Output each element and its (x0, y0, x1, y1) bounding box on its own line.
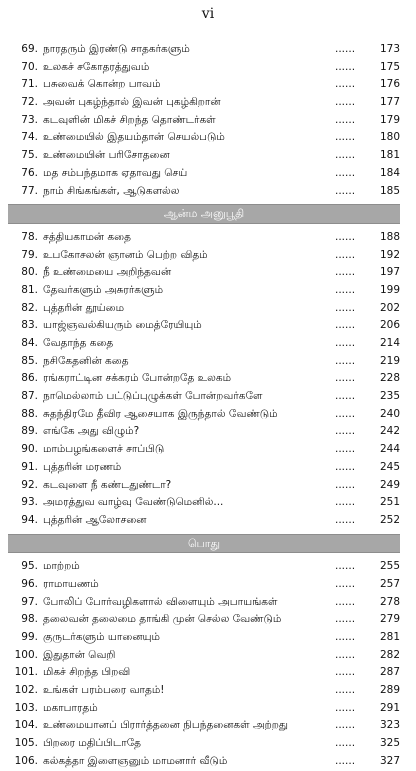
entry-leader-dots: ...... (335, 230, 356, 243)
entry-page-number: 192 (379, 248, 400, 261)
entry-leader-dots: ...... (335, 372, 356, 385)
toc-entry (8, 41, 400, 59)
entry-title: கல்கத்தா இளைஞனும் மாமனார் வீடும் (43, 754, 228, 767)
entry-number: 98. (21, 613, 38, 626)
entry-title: சத்தியகாமன் கதை (43, 230, 131, 243)
entry-title: மாம்பழங்களைச் சாப்பிடு (43, 443, 165, 456)
toc-entry (8, 717, 400, 735)
entry-leader-dots: ...... (335, 283, 356, 296)
entry-page-number: 184 (379, 166, 400, 179)
entry-leader-dots: ...... (335, 560, 356, 573)
section-header-atma-anubhuti: ஆன்ம அனுபூதி (8, 204, 400, 224)
entry-leader-dots: ...... (335, 354, 356, 367)
toc-entry (8, 512, 400, 530)
entry-page-number: 242 (379, 425, 400, 438)
entry-page-number: 291 (379, 701, 400, 714)
toc-entry (8, 247, 400, 265)
entry-number: 71. (21, 78, 38, 91)
entry-leader-dots: ...... (335, 149, 356, 162)
entry-page-number: 214 (379, 337, 400, 349)
entry-title: தலைவன் தலைமை தாங்கி முன் செல்ல வேண்டும் (43, 613, 282, 626)
entry-number: 94. (21, 513, 38, 526)
entry-page-number: 325 (379, 737, 400, 750)
entry-title: பிறரை மதிப்பிடாதே (43, 737, 142, 750)
toc-entry (8, 264, 400, 282)
entry-leader-dots: ...... (335, 513, 356, 526)
entry-leader-dots: ...... (335, 166, 356, 179)
entry-page-number: 235 (379, 390, 400, 403)
entry-number: 70. (21, 60, 38, 73)
entry-number: 105. (14, 737, 38, 750)
toc-entry (8, 753, 400, 771)
toc-entry (8, 594, 400, 612)
entry-page-number: 185 (379, 184, 400, 197)
entry-leader-dots: ...... (335, 496, 356, 509)
entry-title: நசிகேதனின் கதை (43, 354, 129, 367)
entry-leader-dots: ...... (335, 248, 356, 261)
toc-entry (8, 94, 400, 112)
entry-title: யாஜ்ஞவல்கியரும் மைத்ரேயியும் (43, 319, 202, 332)
entry-number: 78. (21, 230, 38, 243)
toc-entry (8, 682, 400, 700)
entry-title: நாமெல்லாம் பட்டுப்புழுக்கள் போன்றவர்களே (43, 390, 263, 403)
entry-number: 96. (21, 577, 38, 590)
entry-leader-dots: ...... (335, 113, 356, 126)
entry-page-number: 180 (379, 131, 400, 144)
entry-page-number: 175 (379, 60, 400, 73)
toc-entry (8, 129, 400, 147)
toc-entry (8, 576, 400, 594)
entry-title: குருடர்களும் யானையும் (43, 631, 160, 643)
entry-page-number: 219 (379, 354, 400, 367)
entry-leader-dots: ...... (335, 319, 356, 332)
entry-number: 86. (21, 372, 38, 385)
entry-leader-dots: ...... (335, 184, 356, 197)
entry-title: உண்மையானப் பிரார்த்தனை நிபந்தனைகள் அற்றது (43, 719, 289, 732)
entry-leader-dots: ...... (335, 478, 356, 491)
entry-number: 75. (21, 149, 38, 162)
entry-leader-dots: ...... (335, 43, 356, 55)
toc-entry (8, 735, 400, 753)
entry-leader-dots: ...... (335, 131, 356, 144)
entry-leader-dots: ...... (335, 684, 356, 697)
toc-entry (8, 477, 400, 495)
entry-number: 85. (21, 354, 38, 367)
entry-number: 99. (21, 631, 38, 643)
entry-number: 91. (21, 460, 38, 473)
toc-entry (8, 459, 400, 477)
toc-entry (8, 76, 400, 94)
toc-entry (8, 229, 400, 247)
toc-group-1 (8, 41, 400, 200)
entry-number: 88. (21, 407, 38, 420)
toc-entry (8, 700, 400, 718)
toc-entry (8, 423, 400, 441)
entry-title: உண்மையின் பரிசோதனை (43, 149, 170, 162)
entry-number: 90. (21, 443, 38, 456)
entry-leader-dots: ...... (335, 577, 356, 590)
entry-leader-dots: ...... (335, 754, 356, 767)
toc-group-3 (8, 558, 400, 770)
entry-number: 77. (21, 184, 38, 197)
toc-list (8, 41, 400, 771)
entry-page-number: 278 (379, 595, 400, 608)
entry-page-number: 244 (379, 443, 400, 456)
entry-title: மிகச் சிறந்த பிறவி (43, 666, 131, 679)
entry-title: புத்தரின் மரணம் (43, 460, 122, 473)
toc-entry (8, 370, 400, 388)
entry-title: போலிப் போர்வழிகளால் விளையும் அபாயங்கள் (43, 595, 278, 608)
entry-title: உங்கள் பரம்பரை வாதம்! (43, 684, 165, 697)
entry-title: புத்தரின் ஆலோசனை (43, 513, 147, 526)
toc-entry (8, 406, 400, 424)
entry-page-number: 255 (379, 560, 400, 573)
entry-title: மகாபாரதம் (43, 701, 98, 714)
entry-leader-dots: ...... (335, 266, 356, 279)
entry-leader-dots: ...... (335, 425, 356, 438)
entry-leader-dots: ...... (335, 631, 356, 643)
entry-page-number: 173 (379, 43, 400, 55)
entry-page-number: 181 (379, 149, 400, 162)
entry-leader-dots: ...... (335, 460, 356, 473)
entry-title: ரங்கராட்டின சக்கரம் போன்றதே உலகம் (43, 372, 232, 385)
entry-leader-dots: ...... (335, 407, 356, 420)
entry-leader-dots: ...... (335, 595, 356, 608)
entry-title: மத சம்பந்தமாக ஏதாவது செய் (43, 166, 188, 179)
entry-page-number: 206 (379, 319, 400, 332)
entry-leader-dots: ...... (335, 666, 356, 679)
toc-entry (8, 300, 400, 318)
entry-number: 103. (14, 701, 38, 714)
entry-title: தேவர்களும் அசுரர்களும் (43, 283, 164, 296)
entry-number: 89. (21, 425, 38, 438)
entry-number: 92. (21, 478, 38, 491)
entry-page-number: 281 (379, 631, 400, 643)
toc-entry (8, 165, 400, 183)
entry-number: 87. (21, 390, 38, 403)
entry-leader-dots: ...... (335, 443, 356, 456)
section-header-pothu: பொது (8, 534, 400, 554)
entry-number: 83. (21, 319, 38, 332)
entry-title: அமரத்துவ வாழ்வு வேண்டுமெனில்... (43, 496, 224, 509)
entry-page-number: 202 (379, 301, 400, 314)
toc-entry (8, 611, 400, 629)
entry-number: 93. (21, 496, 38, 509)
entry-title: நாம் சிங்கங்கள், ஆடுகளல்ல (43, 184, 180, 197)
entry-leader-dots: ...... (335, 60, 356, 73)
entry-page-number: 199 (379, 283, 400, 296)
entry-title: வேதாந்த கதை (43, 337, 114, 349)
entry-leader-dots: ...... (335, 337, 356, 349)
toc-entry (8, 317, 400, 335)
entry-page-number: 249 (379, 478, 400, 491)
toc-entry (8, 335, 400, 353)
entry-title: இதுதான் வெறி (43, 648, 116, 661)
entry-number: 102. (14, 684, 38, 697)
entry-number: 72. (21, 96, 38, 109)
entry-number: 76. (21, 166, 38, 179)
entry-title: நீ உண்மையை அறிந்தவன் (43, 266, 172, 279)
toc-entry (8, 558, 400, 576)
entry-leader-dots: ...... (335, 737, 356, 750)
entry-number: 84. (21, 337, 38, 349)
entry-page-number: 240 (379, 407, 400, 420)
toc-entry (8, 147, 400, 165)
entry-title: உபகோசலன் ஞானம் பெற்ற விதம் (43, 248, 208, 261)
entry-number: 80. (21, 266, 38, 279)
entry-number: 100. (14, 648, 38, 661)
entry-number: 97. (21, 595, 38, 608)
entry-page-number: 179 (379, 113, 400, 126)
entry-page-number: 323 (379, 719, 400, 732)
entry-page-number: 252 (379, 513, 400, 526)
entry-page-number: 279 (379, 613, 400, 626)
entry-page-number: 257 (379, 577, 400, 590)
entry-number: 104. (14, 719, 38, 732)
entry-number: 73. (21, 113, 38, 126)
entry-page-number: 177 (379, 96, 400, 109)
entry-number: 81. (21, 283, 38, 296)
entry-number: 79. (21, 248, 38, 261)
entry-leader-dots: ...... (335, 78, 356, 91)
toc-entry (8, 664, 400, 682)
entry-title: அவன் புகழ்ந்தால் இவன் புகழ்கிறான் (43, 96, 221, 109)
entry-number: 106. (14, 754, 38, 767)
entry-page-number: 289 (379, 684, 400, 697)
entry-leader-dots: ...... (335, 301, 356, 314)
toc-group-2 (8, 229, 400, 530)
toc-entry (8, 647, 400, 665)
entry-number: 101. (14, 666, 38, 679)
entry-title: மாற்றம் (43, 560, 80, 573)
entry-number: 74. (21, 131, 38, 144)
entry-page-number: 282 (379, 648, 400, 661)
toc-entry (8, 183, 400, 201)
toc-entry (8, 494, 400, 512)
entry-title: உலகச் சகோதரத்துவம் (43, 60, 150, 73)
entry-page-number: 327 (379, 754, 400, 767)
toc-entry (8, 441, 400, 459)
toc-entry (8, 59, 400, 77)
toc-entry (8, 629, 400, 647)
entry-page-number: 228 (379, 372, 400, 385)
entry-page-number: 245 (379, 460, 400, 473)
entry-number: 82. (21, 301, 38, 314)
entry-page-number: 197 (379, 266, 400, 279)
entry-title: ராமாயணம் (43, 577, 99, 590)
toc-entry (8, 353, 400, 371)
entry-title: பசுவைக் கொன்ற பாவம் (43, 78, 161, 91)
entry-title: எங்கே அது விழும்? (43, 425, 140, 438)
toc-entry (8, 388, 400, 406)
entry-title: உண்மையில் இதயம்தான் செயல்படும் (43, 131, 225, 144)
page-number: vi (201, 6, 215, 22)
entry-leader-dots: ...... (335, 648, 356, 661)
entry-title: சுதந்திரமே தீவிர ஆசையாக இருந்தால் வேண்டும் (43, 407, 278, 420)
entry-leader-dots: ...... (335, 390, 356, 403)
entry-title: கடவுளின் மிகச் சிறந்த தொண்டர்கள் (43, 113, 216, 126)
entry-title: நாரதரும் இரண்டு சாதகர்களும் (43, 43, 190, 55)
entry-page-number: 188 (379, 230, 400, 243)
entry-number: 69. (21, 43, 38, 55)
toc-entry (8, 112, 400, 130)
entry-page-number: 251 (379, 496, 400, 509)
entry-number: 95. (21, 560, 38, 573)
entry-leader-dots: ...... (335, 719, 356, 732)
entry-title: புத்தரின் தூய்மை (43, 301, 125, 314)
entry-leader-dots: ...... (335, 96, 356, 109)
entry-leader-dots: ...... (335, 701, 356, 714)
entry-leader-dots: ...... (335, 613, 356, 626)
entry-title: கடவுளை நீ கண்டதுண்டா? (43, 478, 172, 491)
entry-page-number: 287 (379, 666, 400, 679)
entry-page-number: 176 (379, 78, 400, 91)
toc-entry (8, 282, 400, 300)
